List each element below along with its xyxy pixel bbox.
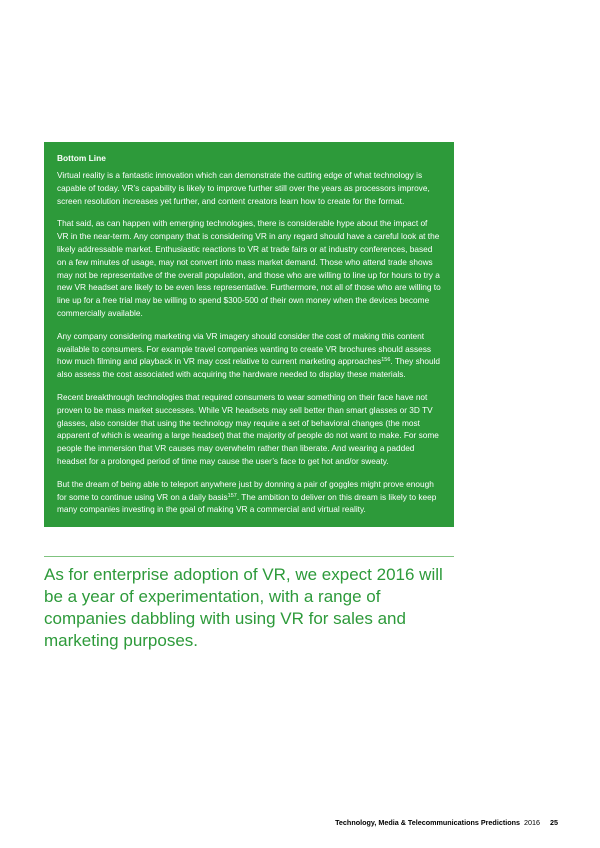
bottom-line-paragraph-1: Virtual reality is a fantastic innovation which can demonstrate the cutting edge of what technology is capable of today. VR’s capability is likely to improve further still over the years as processors improve, screen resolution increases yet further, and content creators learn how to create for the format. [57, 170, 430, 206]
bottom-line-paragraph-5 [57, 478, 441, 516]
bottom-line-heading: Bottom Line [57, 153, 106, 163]
footnote-reference: 156 [381, 357, 391, 364]
footer-year: 2016 [524, 818, 540, 827]
paragraph-text: . The ambition to deliver on this dream is likely to keep many companies investing in the goal of making VR a commercial and virtual reality. [57, 491, 437, 515]
pull-quote: As for enterprise adoption of VR, we expect 2016 will be a year of experimentation, with a range of companies dabbling with using VR for sales and marketing purposes. [44, 565, 443, 650]
footer-publication-title: Technology, Media & Telecommunications Predictions [335, 818, 520, 827]
paragraph-text: . They should also assess the cost associated with acquiring the hardware needed to display these materials. [57, 356, 441, 380]
page-footer [335, 818, 558, 827]
bottom-line-box [44, 142, 454, 527]
paragraph-text: But the dream of being able to teleport anywhere just by donning a pair of goggles might prove enough for some to continue using VR on a daily basis [57, 478, 434, 502]
page-number: 25 [550, 818, 558, 827]
footnote-reference: 157 [227, 492, 237, 499]
bottom-line-paragraph-3 [57, 330, 441, 381]
pull-quote-divider [44, 556, 454, 557]
paragraph-text: Any company considering marketing via VR imagery should consider the cost of making this content available to consumers. For example travel companies wanting to create VR brochures should assess how much filming and playback in VR may cost relative to current marketing approaches [57, 330, 432, 367]
bottom-line-paragraph-4: Recent breakthrough technologies that required consumers to wear something on their face have not proven to be mass market successes. While VR headsets may sell better than smart glasses or 3D TV glasses, also consider that using the technology may require a set of behavioral changes (the most apparent of which is wearing a large headset) that the majority of people do not want to make. For some people the immersion that VR causes may overwhelm rather than liberate. And wearing a padded headset for a prolonged period of time may cause the user’s face to get hot and/or sweaty. [57, 391, 439, 466]
bottom-line-paragraph-2: That said, as can happen with emerging technologies, there is considerable hype about the impact of VR in the near-term. Any company that is considering VR in any regard should have a careful look at the likely addressable market. Enthusiastic reactions to VR at trade fairs or at industry conferences, based on a few minutes of usage, may not convert into mass market demand. Those who attend trade shows may not be representative of the overall population, and those who are willing to line up for hours to try a new VR headset are likely to be even less representative. Furthermore, not all of those who are willing to line up for a free trial may be willing to spend $300-500 of their own money when the devices become commercially available. [57, 218, 441, 318]
